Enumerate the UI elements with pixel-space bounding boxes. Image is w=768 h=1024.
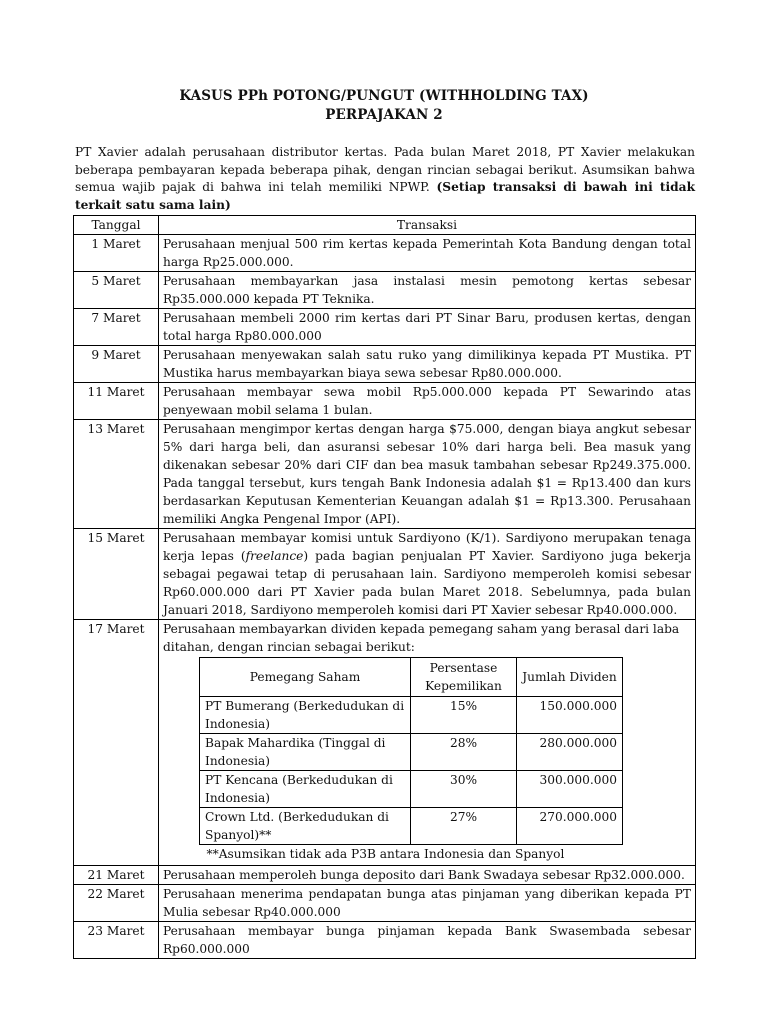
table-row xyxy=(74,420,696,529)
intro-paragraph xyxy=(75,144,695,214)
dividend-amount: 150.000.000 xyxy=(517,697,623,734)
table-row xyxy=(74,529,696,620)
transactions-table xyxy=(73,215,696,959)
dividend-pct: 15% xyxy=(411,697,517,734)
dividend-pct: 27% xyxy=(411,808,517,845)
intro-note: (Setiap transaksi di bawah ini tidak terkait satu sama lain) xyxy=(75,180,696,212)
table-row xyxy=(74,272,696,309)
dividend-header-amount: Jumlah Dividen xyxy=(517,658,623,697)
row-transaction xyxy=(159,620,696,866)
dividend-header-pct: Persentase Kepemilikan xyxy=(411,658,517,697)
dividend-holder: Bapak Mahardika (Tinggal di Indonesia) xyxy=(200,734,411,771)
dividend-header-row xyxy=(200,658,623,697)
row-transaction: Perusahaan menerima pendapatan bunga atas pinjaman yang diberikan kepada PT Mulia sebesar Rp40.000.000 xyxy=(159,885,696,922)
dividend-amount: 300.000.000 xyxy=(517,771,623,808)
row-text-italic: freelance xyxy=(245,549,304,563)
table-row xyxy=(74,885,696,922)
row-transaction: Perusahaan memperoleh bunga deposito dari Bank Swadaya sebesar Rp32.000.000. xyxy=(159,866,696,885)
header-date: Tanggal xyxy=(74,216,159,235)
row-date: 7 Maret xyxy=(74,309,159,346)
dividend-amount: 270.000.000 xyxy=(517,808,623,845)
row-transaction: Perusahaan membayar sewa mobil Rp5.000.000 kepada PT Sewarindo atas penyewaan mobil selama 1 bulan. xyxy=(159,383,696,420)
row-date: 11 Maret xyxy=(74,383,159,420)
row-date: 23 Maret xyxy=(74,922,159,959)
dividend-table xyxy=(199,657,623,863)
row-transaction: Perusahaan menjual 500 rim kertas kepada Pemerintah Kota Bandung dengan total harga Rp25.000.000. xyxy=(159,235,696,272)
dividend-pct: 30% xyxy=(411,771,517,808)
dividend-holder: Crown Ltd. (Berkedudukan di Spanyol)** xyxy=(200,808,411,845)
dividend-amount: 280.000.000 xyxy=(517,734,623,771)
table-row xyxy=(74,922,696,959)
table-row xyxy=(74,383,696,420)
row-date: 15 Maret xyxy=(74,529,159,620)
dividend-pct: 28% xyxy=(411,734,517,771)
table-row xyxy=(74,235,696,272)
dividend-header-holder: Pemegang Saham xyxy=(200,658,411,697)
dividend-footnote-row xyxy=(200,845,623,864)
dividend-holder: PT Kencana (Berkedudukan di Indonesia) xyxy=(200,771,411,808)
row-transaction xyxy=(159,529,696,620)
row-date: 22 Maret xyxy=(74,885,159,922)
row-transaction: Perusahaan menyewakan salah satu ruko yang dimilikinya kepada PT Mustika. PT Mustika harus membayarkan biaya sewa sebesar Rp80.000.000. xyxy=(159,346,696,383)
row-date: 17 Maret xyxy=(74,620,159,866)
row-text: Perusahaan membayarkan dividen kepada pemegang saham yang berasal dari laba ditahan, dengan rincian sebagai berikut: xyxy=(163,622,680,654)
dividend-footnote: **Asumsikan tidak ada P3B antara Indonesia dan Spanyol xyxy=(206,847,565,861)
intro-text: PT Xavier adalah perusahaan distributor kertas. Pada bulan Maret 2018, PT Xavier melakukan beberapa pembayaran kepada beberapa pihak, dengan rincian sebagai berikut. Asumsikan bahwa semua wajib pajak di bahwa ini telah memiliki NPWP. xyxy=(75,145,695,194)
row-date: 1 Maret xyxy=(74,235,159,272)
row-text-part2: ) pada bagian penjualan PT Xavier. Sardiyono juga bekerja sebagai pegawai tetap di perusahaan lain. Sardiyono memperoleh komisi sebesar Rp60.000.000 dari PT Xavier pada bulan Maret 2018. Sebelumnya, pada bulan Januari 2018, Sardiyono memperoleh komisi dari PT Xavier sebesar Rp40.000.000. xyxy=(163,549,691,617)
row-transaction: Perusahaan mengimpor kertas dengan harga $75.000, dengan biaya angkut sebesar 5% dari harga beli, dan asuransi sebesar 10% dari harga beli. Bea masuk yang dikenakan sebesar 20% dari CIF dan bea masuk tambahan sebesar Rp249.375.000. Pada tanggal tersebut, kurs tengah Bank Indonesia adalah $1 = Rp13.400 dan kurs berdasarkan Keputusan Kementerian Keuangan adalah $1 = Rp13.300. Perusahaan memiliki Angka Pengenal Impor (API). xyxy=(159,420,696,529)
row-date: 13 Maret xyxy=(74,420,159,529)
dividend-row xyxy=(200,771,623,808)
dividend-row xyxy=(200,697,623,734)
row-transaction: Perusahaan membayar bunga pinjaman kepada Bank Swasembada sebesar Rp60.000.000 xyxy=(159,922,696,959)
table-row xyxy=(74,309,696,346)
row-date: 21 Maret xyxy=(74,866,159,885)
row-date: 5 Maret xyxy=(74,272,159,309)
document-subtitle: PERPAJAKAN 2 xyxy=(325,107,443,123)
document-title: KASUS PPh POTONG/PUNGUT (WITHHOLDING TAX) xyxy=(179,88,589,104)
table-row xyxy=(74,620,696,866)
row-transaction: Perusahaan membeli 2000 rim kertas dari PT Sinar Baru, produsen kertas, dengan total harga Rp80.000.000 xyxy=(159,309,696,346)
row-text-part1: Perusahaan membayar komisi untuk Sardiyono (K/1). Sardiyono merupakan tenaga kerja lepas ( xyxy=(163,531,691,563)
dividend-holder: PT Bumerang (Berkedudukan di Indonesia) xyxy=(200,697,411,734)
row-transaction: Perusahaan membayarkan jasa instalasi mesin pemotong kertas sebesar Rp35.000.000 kepada PT Teknika. xyxy=(159,272,696,309)
header-transaction: Transaksi xyxy=(159,216,696,235)
table-row xyxy=(74,346,696,383)
dividend-row xyxy=(200,734,623,771)
row-date: 9 Maret xyxy=(74,346,159,383)
table-header-row xyxy=(74,216,696,235)
table-row xyxy=(74,866,696,885)
dividend-row xyxy=(200,808,623,845)
